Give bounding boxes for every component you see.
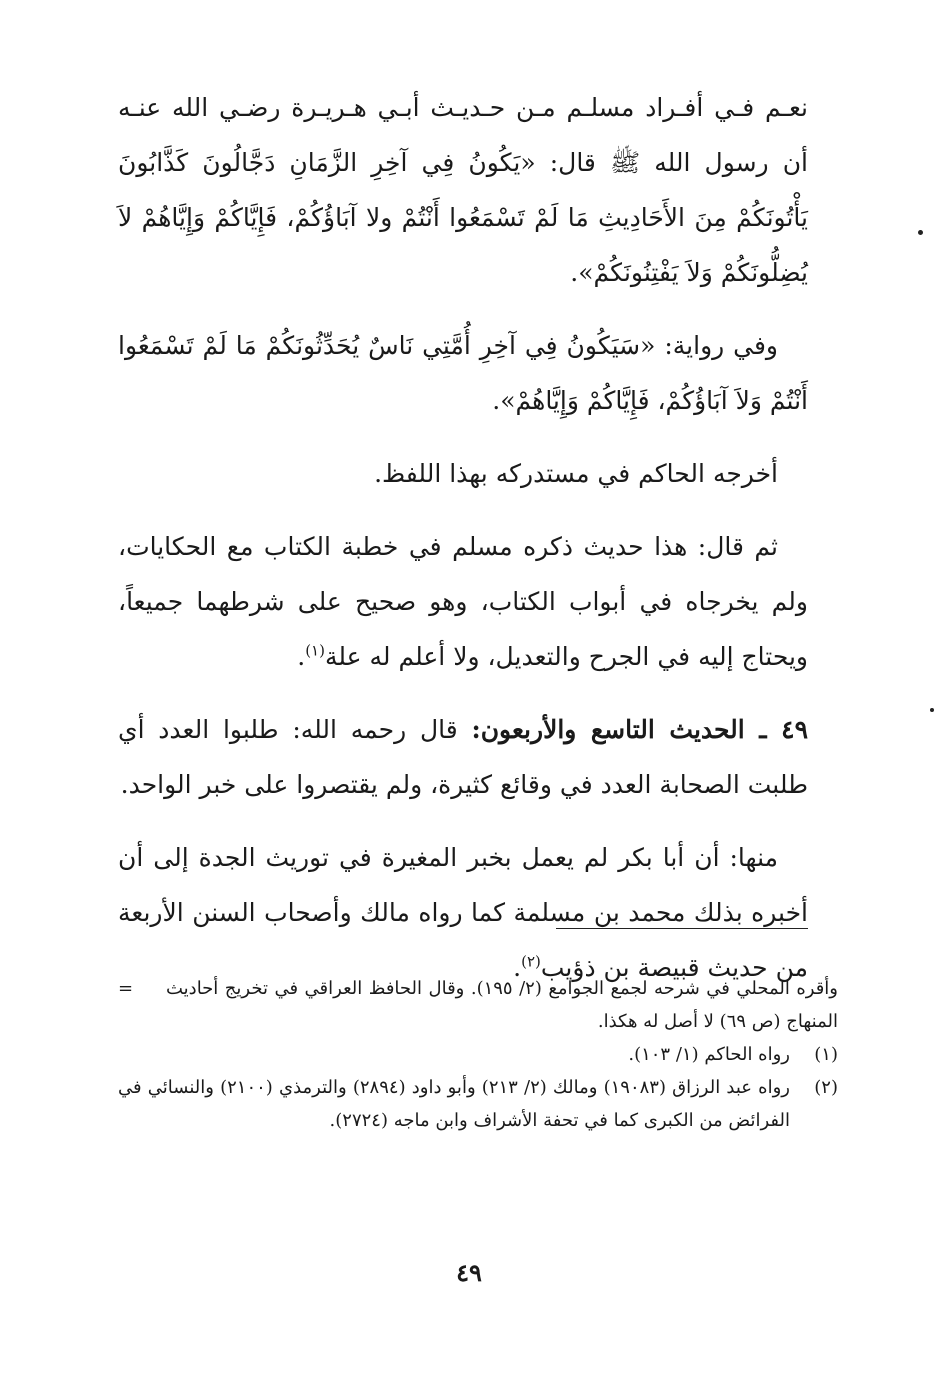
- footnote-2: [118, 1071, 838, 1137]
- paragraph-riwaya: [118, 318, 808, 428]
- footnote-ref-1: (١): [305, 641, 325, 660]
- paragraph-text: ثم قال: هذا حديث ذكره مسلم في خطبة الكتاب مع الحكايات، ولم يخرجاه في أبواب الكتاب، وهو صحيح على شرطهما جميعاً، ويحتاج إليه في الجرح والتعديل، ولا أعلم له علة: [118, 532, 808, 671]
- paragraph-end: .: [297, 642, 306, 671]
- page-number: ٤٩: [456, 1258, 482, 1287]
- paragraph-text: منها: أن أبا بكر لم يعمل بخبر المغيرة في توريث الجدة إلى أن أخبره بذلك محمد بن مسلمة كما رواه مالك وأصحاب السنن الأربعة من حديث قبيصة بن ذؤيب: [118, 843, 808, 982]
- section-heading: ٤٩ ـ الحديث التاسع والأربعون:: [471, 715, 808, 744]
- scan-speck: [930, 708, 934, 712]
- paragraph-text: قال رحمه الله: طلبوا العدد أي طلبت الصحابة العدد في وقائع كثيرة، ولم يقتصروا على خبر الواحد.: [118, 715, 808, 799]
- paragraph-text: وفي رواية: «سَيَكُونُ فِي آخِرِ أُمَّتِي نَاسٌ يُحَدِّثُونَكُمْ مَا لَمْ تَسْمَعُوا أَنْتُمْ وَلاَ آبَاؤُكُمْ، فَإِيَّاكُمْ وَإِيَّاهُمْ».: [118, 331, 808, 415]
- footnote-text: رواه عبد الرزاق (١٩٠٨٣) ومالك (٢/ ٢١٣) وأبو داود (٢٨٩٤) والترمذي (٢١٠٠) والنسائي في الفرائض من الكبرى كما في تحفة الأشراف وابن ماجه (٢٧٢٤).: [118, 1077, 790, 1131]
- footnotes: [118, 972, 838, 1137]
- main-text: [118, 80, 808, 1013]
- paragraph-text: أخرجه الحاكم في مستدركه بهذا اللفظ.: [374, 459, 778, 488]
- paragraph-minha: [118, 830, 808, 995]
- paragraph-text: نعـم فـي أفـراد مسلـم مـن حـديـث أبـي هـريـرة رضـي الله عنـه أن رسول الله ﷺ قال: «يَكُونُ فِي آخِرِ الزَّمَانِ دَجَّالُونَ كَذَّابُونَ يَأْتُونَكُمْ مِنَ الأَحَادِيثِ مَا لَمْ تَسْمَعُوا أَنْتُمْ ولا آبَاؤُكُمْ، فَإِيَّاكُمْ وَإِيَّاهُمْ لاَ يُضِلُّونَكُمْ وَلاَ يَفْتِنُونَكُمْ».: [118, 93, 808, 287]
- footnote-mark: (٢): [814, 1077, 838, 1098]
- paragraph-hadith-49: [118, 702, 808, 812]
- footnote-separator: [556, 928, 808, 929]
- footnote-mark: =: [118, 978, 134, 999]
- footnote-ref-2: (٢): [521, 952, 541, 971]
- footnote-text: وأقره المحلي في شرحه لجمع الجوامع (٢/ ١٩٥). وقال الحافظ العراقي في تخريج أحاديث المنهاج (ص ٦٩) لا أصل له هكذا.: [166, 978, 838, 1032]
- footnote-1: [118, 1038, 838, 1071]
- paragraph-hadith: [118, 80, 808, 300]
- paragraph-end: .: [513, 953, 522, 982]
- footnote-text: رواه الحاكم (١/ ١٠٣).: [628, 1044, 790, 1065]
- paragraph-hakim: [118, 446, 808, 501]
- scan-speck: [918, 230, 923, 235]
- paragraph-thumma-qala: [118, 519, 808, 684]
- footnote-mark: (١): [814, 1044, 838, 1065]
- footnote-continued: [118, 972, 838, 1038]
